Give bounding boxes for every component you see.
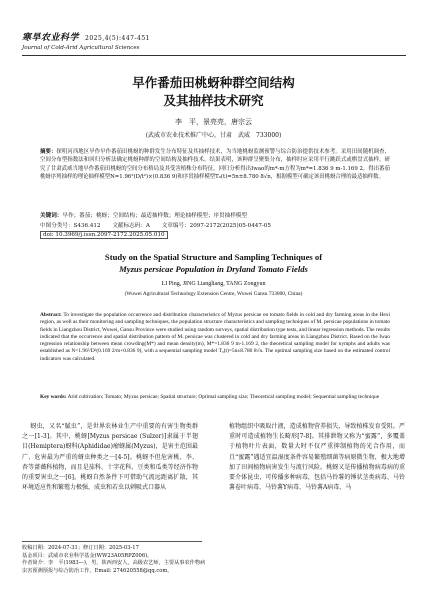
abstract-en bbox=[40, 312, 390, 363]
title-cn-line-1: 早作番茄田桃蚜种群空间结构 bbox=[132, 75, 295, 90]
keywords-en-text: Arid cultivation; Tomato; Myzus persicae; Spatial structure; Optimal sampling size; Theoretical sampling model; Sequential sampling technique bbox=[67, 394, 380, 400]
title-cn bbox=[0, 74, 427, 110]
document-code: 文献标志码：A bbox=[112, 223, 150, 229]
keywords-en-label: Key words: bbox=[40, 394, 67, 400]
journal-name-en: Journal of Cold-Arid Agricultural Sciences bbox=[22, 45, 140, 51]
affiliation-cn: (武威市农业技术推广中心，甘肃 武威 733000) bbox=[145, 132, 282, 139]
authors-en: LI Ping, JING Liangliang, TANG Zongyun bbox=[161, 281, 266, 287]
footnote-author: 作者简介：李 平(1983—)，男，陕西西安人，高级农艺师，主要从事农作物病虫害预测预报与综合防治工作。Email: 274620558@qq.com。 bbox=[22, 560, 206, 574]
footnote-received: 收稿日期：2024-07-31；修订日期：2025-03-17 bbox=[22, 545, 139, 551]
abstract-en-label: Abstract: bbox=[40, 312, 62, 318]
title-en-line-1: Study on the Spatial Structure and Sampling Techniques of bbox=[104, 252, 323, 262]
journal-name-cn: 寒旱农业科学 bbox=[22, 33, 80, 43]
title-cn-line-2: 及其抽样技术研究 bbox=[163, 93, 264, 108]
keywords-cn-label: 关键词： bbox=[40, 213, 63, 219]
authors-cn: 李 平，景亮亮，唐宗云 bbox=[175, 118, 252, 126]
title-en-line-2: Myzus persicae Population in Dryland Tomato Fields bbox=[119, 264, 308, 274]
journal-header bbox=[22, 30, 222, 51]
article-number: 文章编号：2097-2172(2025)05-0447-05 bbox=[161, 223, 271, 229]
title-en bbox=[0, 251, 427, 275]
body-column-right: 植物组织中吸取汁液，造成植物营养损失，导致植株发育受阻。严重时可造成植物生长畸形[7-8]。其排泄物又称为“蜜露”，多覆盖于植物叶片表面，数量大时不仅严重抑制植物的光合作用，而且“蜜露”遇适宜温湿度条件容易繁殖细菌等病原微生物，极大地增加了田间植物病害发生与流行风险。桃蚜又是传播植物病毒病的重要介体昆虫，可传播多种病毒，包括马铃薯的锤状茎类病毒、马铃薯卷叶病毒、马铃薯Y病毒、马铃薯A病毒、马 bbox=[229, 423, 405, 492]
abstract-cn bbox=[40, 148, 390, 182]
keywords-cn-text: 早作；番茄；桃蚜；空间结构；最适抽样数；理论抽样模型；序贯抽样模型 bbox=[62, 213, 247, 219]
journal-volume: 2025,4(5):447-451 bbox=[85, 35, 150, 42]
doi-box[interactable]: doi: 10.3969/j.issn.2097-2172.2025.05.010 bbox=[40, 231, 168, 239]
body-column-left: 蚜虫，又名“腻虫”，是世界农林业生产中重要的有害生物类群之一[1-3]。其中，桃蚜[Myzus persicae (Sulzer)]隶属于半翅目(Hemiptera)蚜科(Aphididae)瘤蚜属(Myzus)，是害主范围最广、危害最为严重的蚜虫种类之一[4-5]。桃蚜不但危害桃、李、杏等蔷薇科植物，而且是茄科、十字花科、豆类和瓜类等经济作物的重要害虫之一[6]。桃蚜自然条件下可借助气流远距离扩散，其环境适应性和繁殖力极强，成虫和若虫以刺吸式口器从 bbox=[22, 423, 198, 492]
abstract-en-text: To investigate the population occurrence and distribution characteristics of Myzus persicae on tomato fields in cold and dry farming areas in the Hexi region, as well as their monitoring and sampling techniques, the population structure characteristics and sampling techniques of M. persicae populations in tomato fields in Liangzhou District, Wuwei, Gansu Province were studied using random surveys, spatial distribution type tests, and linear regression methods. The results indicated that the occurrence and spatial distribution pattern of M. persicae was clustered in cold and dry farming areas in Liangzhou District. Based on the Iwao regression relationship between mean crowding(M*) and mean density(m), M*=1.836 9 m-1.169 2, the theoretical sampling model for nymphs and adults was established as N=1.96²/D²(0.169 2/m+0.836 9), with a sequential sampling model T₀(t)=5n±8.780 8√n. The optimal sampling size based on the estimated control indicators was calculated. bbox=[40, 312, 391, 362]
header-rule bbox=[22, 55, 406, 56]
classification-line bbox=[40, 222, 390, 230]
abstract-cn-label: 摘要： bbox=[40, 149, 57, 155]
affiliation-en: (Wuwei Agricultural Technology Extension Centre, Wuwei Gansu 733000, China) bbox=[124, 291, 303, 297]
footnote-rule bbox=[22, 541, 202, 542]
abstract-cn-text: 探明河西地区旱作早作番茄田桃蚜的种群发生分布特征及其抽样技术，为当地桃蚜监测预警与综合防治提供技术参考。采用田间随机调查，空间分布型指数法和回归分析法确定桃蚜种群的空间结构及抽样技术。结果表明，该种群呈聚集分布，抽样时应采用平行跳跃式或棋盘式抽样，研究了甘肃武威当地早作番茄田桃蚜的空间分布格局及其受害植株分布特征。回归分析得出Iwao的m*-m方程为m*=1.836 9 m-1.169 2，得出番茄桃蚜序列抽样的理论抽样模型N=1.96²(D/t²)×(0.836 9)和序贯抽样模型T₀(t)=5n±8.780 8√n，根据模型可确定该田桃蚜合理的最适抽样数。 bbox=[40, 149, 390, 181]
footnotes bbox=[22, 545, 210, 575]
keywords-cn bbox=[40, 212, 390, 220]
footnote-funding: 基金项目：武威市农业科学基金(WW23A05RPZ006)。 bbox=[22, 552, 153, 559]
keywords-en bbox=[40, 394, 390, 401]
clc-number: 中图分类号：S436.412 bbox=[40, 223, 101, 229]
